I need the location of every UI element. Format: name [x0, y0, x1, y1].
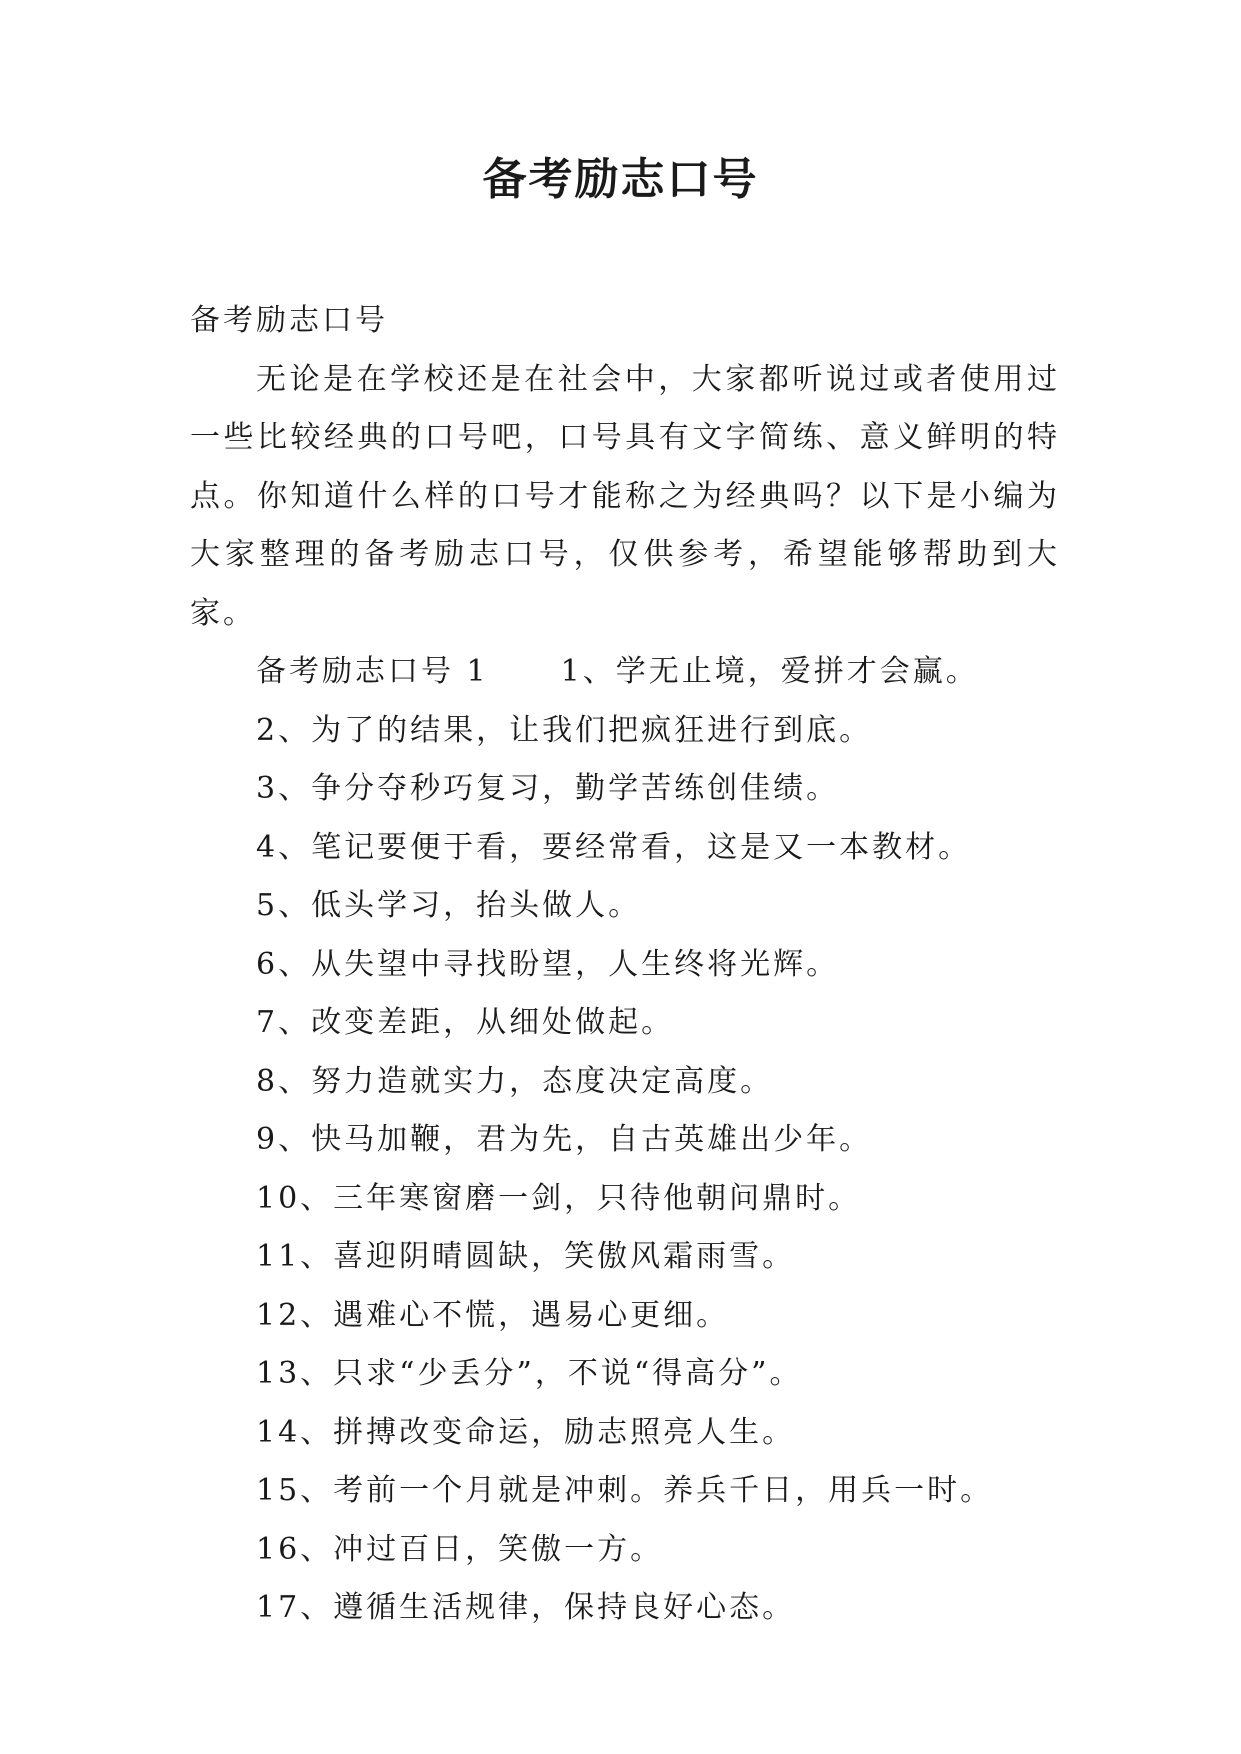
intro-paragraph: 无论是在学校还是在社会中，大家都听说过或者使用过一些比较经典的口号吧，口号具有文字简练、意义鲜明的特点。你知道什么样的口号才能称之为经典吗？以下是小编为大家整理的备考励志口号，仅供参考，希望能够帮助到大家。 [190, 361, 1060, 631]
list-item: 7、改变差距，从细处做起。 [256, 1005, 675, 1040]
list-item: 3、争分夺秒巧复习，勤学苦练创佳绩。 [256, 771, 840, 806]
document-body [190, 292, 1060, 1638]
document-subheading: 备考励志口号 [190, 303, 388, 338]
slogan-list [190, 643, 1060, 1638]
list-item-text: 1、学无止境，爱拼才会赢。 [560, 654, 979, 689]
list-item: 15、考前一个月就是冲刺。养兵千日，用兵一时。 [256, 1473, 994, 1508]
list-item: 10、三年寒窗磨一剑，只待他朝问鼎时。 [256, 1180, 862, 1216]
list-item: 5、低头学习，抬头做人。 [256, 888, 642, 923]
document-title: 备考励志口号 [482, 154, 759, 205]
list-item: 14、拼搏改变命运，励志照亮人生。 [256, 1414, 796, 1450]
section-label: 备考励志口号 1 [256, 654, 489, 689]
list-item: 2、为了的结果，让我们把疯狂进行到底。 [256, 712, 873, 748]
list-item: 8、努力造就实力，态度决定高度。 [256, 1063, 774, 1099]
list-item: 4、笔记要便于看，要经常看，这是又一本教材。 [256, 829, 972, 865]
list-item: 6、从失望中寻找盼望，人生终将光辉。 [256, 946, 840, 982]
list-item [190, 643, 1060, 702]
list-item: 17、遵循生活规律，保持良好心态。 [256, 1590, 796, 1625]
list-item: 11、喜迎阴晴圆缺，笑傲风霜雨雪。 [256, 1239, 796, 1274]
list-item: 16、冲过百日，笑傲一方。 [256, 1531, 664, 1567]
list-item: 12、遇难心不慌，遇易心更细。 [256, 1297, 730, 1333]
list-item: 13、只求“少丢分”，不说“得高分”。 [256, 1356, 803, 1391]
list-item: 9、快马加鞭，君为先，自古英雄出少年。 [256, 1122, 873, 1157]
